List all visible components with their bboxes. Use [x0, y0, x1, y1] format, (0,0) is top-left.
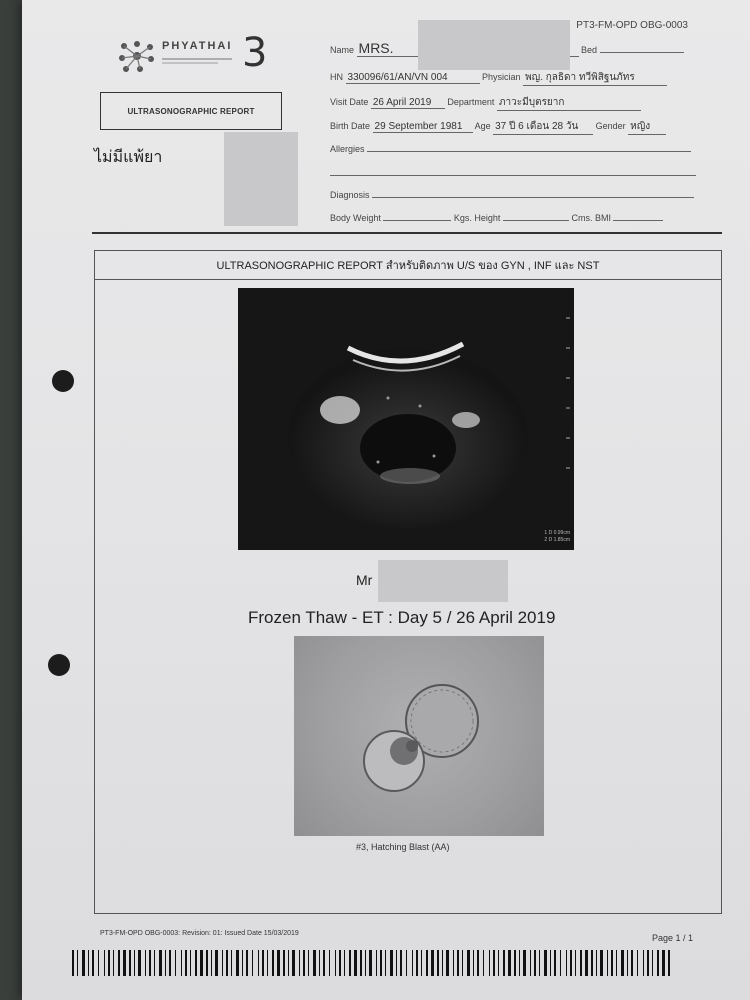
height-value	[503, 220, 569, 221]
allergy-note: ไม่มีแพ้ยา	[94, 147, 163, 166]
bmi-label: Cms. BMI	[571, 213, 611, 223]
report-section-header	[95, 251, 721, 280]
body-weight-label: Body Weight	[330, 213, 381, 223]
measurements-row	[330, 213, 663, 223]
age-value: 37 ปี 6 เดือน 28 วัน	[493, 119, 593, 135]
bmi-value	[613, 220, 663, 221]
name-label: Name	[330, 45, 355, 55]
redacted-patient-name	[378, 560, 508, 602]
allergies-value	[367, 151, 691, 152]
ultrasound-scan-graphic	[238, 288, 574, 550]
report-section-title: ULTRASONOGRAPHIC REPORT สำหรับติดภาพ U/S ของ GYN , INF และ NST	[216, 260, 600, 272]
punch-hole	[48, 654, 70, 676]
physician-value: พญ. กุลธิดา ทวีพิสิฐนภัทร	[523, 70, 667, 86]
embryo-caption: #3, Hatching Blast (AA)	[356, 842, 450, 852]
bed-value	[600, 52, 684, 53]
redacted-block	[224, 132, 298, 226]
body-weight-value	[383, 220, 451, 221]
procedure-caption: Frozen Thaw - ET : Day 5 / 26 April 2019	[248, 608, 556, 627]
visit-date-value: 26 April 2019	[371, 97, 445, 109]
physician-label: Physician	[482, 72, 521, 82]
blank-line	[330, 175, 696, 176]
header-divider	[92, 232, 722, 234]
name-value: MRS.	[357, 40, 579, 57]
hn-value: 330096/61/AN/VN 004	[346, 72, 480, 84]
gender-value: หญิง	[628, 119, 666, 135]
department-value: ภาวะมีบุตรยาก	[497, 95, 641, 111]
document-code: PT3-FM-OPD OBG-0003	[576, 20, 688, 31]
diagnosis-row	[330, 190, 694, 200]
bed-label: Bed	[581, 45, 598, 55]
visit-row	[330, 95, 641, 111]
report-page	[22, 0, 750, 1000]
birth-date-value: 29 September 1981	[373, 121, 473, 133]
gender-label: Gender	[595, 121, 626, 131]
barcode	[72, 950, 672, 976]
ultrasound-image	[238, 288, 574, 550]
birth-row	[330, 119, 666, 135]
revision-footer: PT3-FM-OPD OBG-0003: Revision: 01: Issued Date 15/03/2019	[100, 930, 299, 937]
hospital-logo-icon	[116, 38, 158, 74]
age-label: Age	[474, 121, 491, 131]
report-title: ULTRASONOGRAPHIC REPORT	[127, 106, 255, 116]
allergies-row	[330, 144, 691, 154]
logo-number: 3	[242, 30, 268, 76]
ultrasound-measurements	[544, 530, 570, 544]
embryo-image	[294, 636, 544, 836]
page-number: Page 1 / 1	[652, 933, 694, 943]
visit-date-label: Visit Date	[330, 97, 369, 107]
logo-tagline-graphic	[162, 56, 234, 66]
hn-row	[330, 70, 667, 86]
allergies-label: Allergies	[330, 144, 365, 154]
measurement-2: 2 D 1.85cm	[544, 537, 570, 543]
report-title-box	[100, 92, 282, 130]
measurement-1: 1 D 0.99cm	[544, 530, 570, 536]
redacted-name	[418, 20, 570, 70]
patient-name-caption: Mr	[356, 572, 373, 588]
department-label: Department	[447, 97, 495, 107]
logo-name: PHYATHAI	[162, 40, 233, 52]
diagnosis-value	[372, 197, 694, 198]
hn-label: HN	[330, 72, 343, 82]
punch-hole	[52, 370, 74, 392]
diagnosis-label: Diagnosis	[330, 190, 370, 200]
height-label: Kgs. Height	[453, 213, 501, 223]
embryo-graphic	[294, 636, 544, 836]
birth-date-label: Birth Date	[330, 121, 371, 131]
